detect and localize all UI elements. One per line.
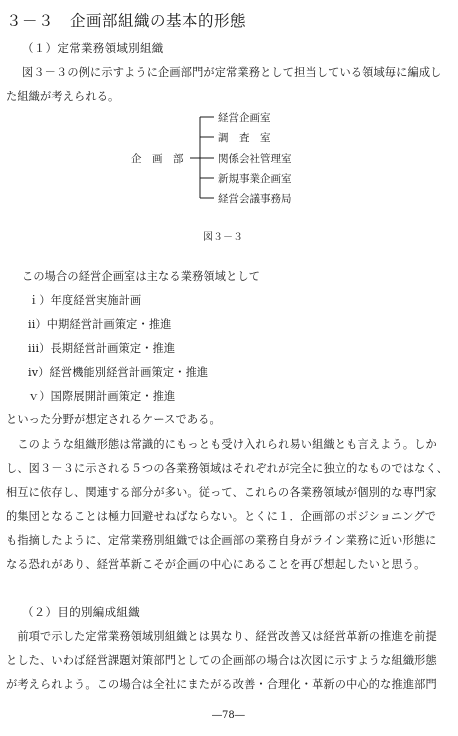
paragraph-line: た組織が考えられる。 bbox=[6, 90, 120, 103]
paragraph-line: このような組織形態は常識的にもっとも受け入れられ易い組織とも言えよう。しか bbox=[6, 438, 437, 451]
paragraph-line: といった分野が想定されるケースである。 bbox=[6, 413, 221, 426]
org-root-planning-dept: 企 画 部 bbox=[131, 153, 184, 165]
paragraph-line: 的集団となることは極力回避せねばならない。とくに１．企画部のポジショニングで bbox=[6, 510, 437, 523]
paragraph-line: この場合の経営企画室は主なる業務領域として bbox=[22, 270, 261, 283]
paragraph-line: 相互に依存し、関連する部分が多い。従って、これらの各業務領域が個別的な専門家 bbox=[6, 486, 437, 499]
subsection-title-2: （２）目的別編成組織 bbox=[22, 605, 140, 619]
paragraph-line: 図３－３の例に示すように企画部門が定常業務として担当している領域毎に編成し bbox=[22, 66, 442, 79]
list-item: ｖ）国際展開計画策定・推進 bbox=[28, 390, 176, 403]
org-branch: 調 査 室 bbox=[218, 132, 271, 144]
list-item: ii）中期経営計画策定・推進 bbox=[28, 318, 172, 331]
paragraph-line: とした、いわば経営課題対策部門としての企画部の場合は次図に示すような組織形態 bbox=[6, 654, 437, 667]
org-branch: 経営会議事務局 bbox=[218, 193, 292, 205]
list-item: ｉ）年度経営実施計画 bbox=[28, 294, 142, 307]
paragraph-line: し、図３－３に示される５つの各業務領域はそれぞれが完全に独立的なものではなく、 bbox=[6, 462, 448, 475]
figure-caption: 図３－３ bbox=[203, 232, 243, 243]
list-item: iv）経営機能別経営計画策定・推進 bbox=[28, 366, 209, 379]
paragraph-line: が考えられよう。この場合は全社にまたがる改善・合理化・革新の中心的な推進部門 bbox=[6, 678, 437, 691]
paragraph-line: も指摘したように、定常業務別組織では企画部の業務自身がライン業務に近い形態に bbox=[6, 534, 437, 547]
org-branch: 経営企画室 bbox=[218, 112, 271, 124]
page-number: ―78― bbox=[212, 710, 245, 721]
subsection-title-1: （１）定常業務領域別組織 bbox=[22, 41, 164, 55]
org-branch: 関係会社管理室 bbox=[218, 153, 292, 165]
paragraph-line: なる恐れがあり、経営革新こそが企画の中心にあることを再び想起したいと思う。 bbox=[6, 558, 426, 571]
list-item: iii）長期経営計画策定・推進 bbox=[28, 342, 176, 355]
section-title: ３－３ 企画部組織の基本的形態 bbox=[6, 12, 247, 30]
paragraph-line: 前項で示した定常業務領域別組織とは異なり、経営改善又は経営革新の推進を前提 bbox=[6, 630, 437, 643]
org-branch: 新規事業企画室 bbox=[218, 173, 292, 185]
